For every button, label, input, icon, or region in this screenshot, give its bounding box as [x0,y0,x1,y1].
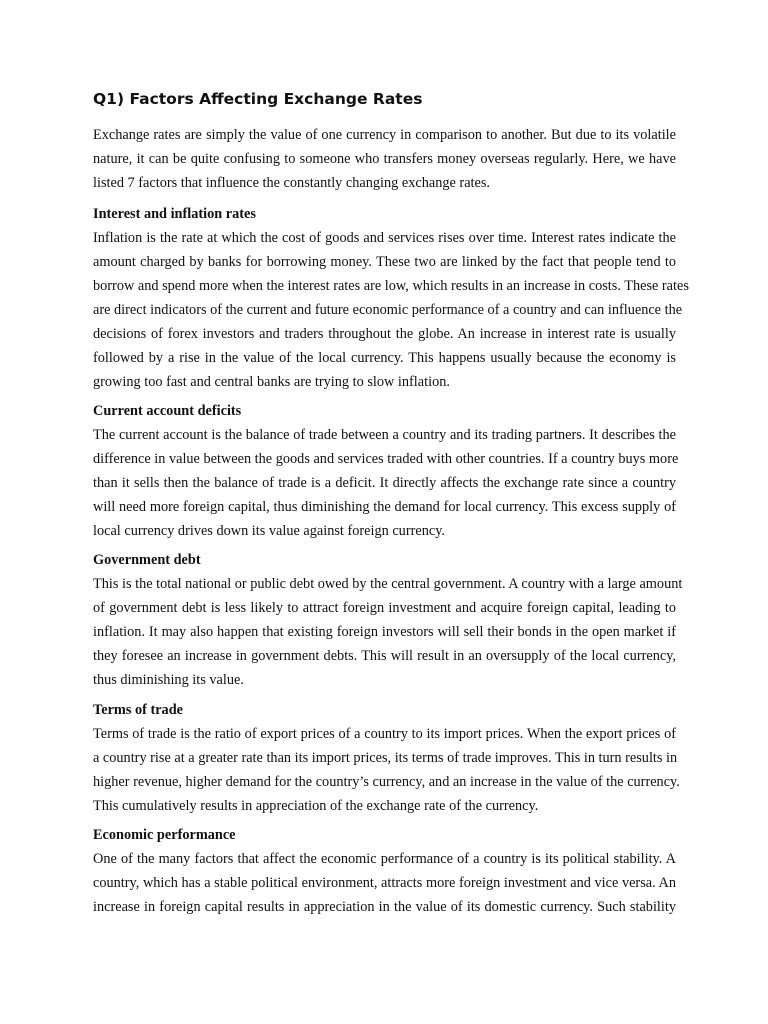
text-line: Exchange rates are simply the value of one currency in comparison to another. But due to its volatile [93,127,676,143]
text-line: will need more foreign capital, thus diminishing the demand for local currency. This excess supply of [93,499,676,515]
text-line: local currency drives down its value against foreign currency. [93,523,445,539]
text-line: thus diminishing its value. [93,672,244,688]
text-line: The current account is the balance of trade between a country and its trading partners. It describes the [93,427,676,443]
text-line: This cumulatively results in appreciation of the exchange rate of the currency. [93,798,539,814]
intro-paragraph [93,123,676,195]
text-line: a country rise at a greater rate than its import prices, its terms of trade improves. This in turn results in [93,750,678,766]
text-line: than it sells then the balance of trade is a deficit. It directly affects the exchange rate since a country [93,475,676,491]
text-line: are direct indicators of the current and future economic performance of a country and can influence the [93,302,683,318]
text-line: they foresee an increase in government debts. This will result in an oversupply of the local currency, [93,648,676,664]
text-line: Terms of trade is the ratio of export prices of a country to its import prices. When the export prices of [93,726,676,742]
section-paragraph-government-debt [93,572,683,692]
text-line: difference in value between the goods and services traded with other countries. If a country buys more [93,451,679,467]
text-line: increase in foreign capital results in appreciation in the value of its domestic currency. Such stability [93,899,676,915]
section-heading-terms-of-trade: Terms of trade [93,702,183,718]
text-line: This is the total national or public debt owed by the central government. A country with a large amount [93,576,683,592]
text-line: followed by a rise in the value of the local currency. This happens usually because the economy is [93,350,676,366]
text-line: One of the many factors that affect the economic performance of a country is its political stability. A [93,851,676,867]
section-paragraph-interest-inflation [93,226,689,394]
section-paragraph-terms-of-trade [93,722,680,818]
section-paragraph-current-account [93,423,679,543]
text-line: decisions of forex investors and traders throughout the globe. An increase in interest rate is usually [93,326,676,342]
section-paragraph-economic-performance [93,847,676,919]
text-line: borrow and spend more when the interest rates are low, which results in an increase in costs. These rates [93,278,689,294]
text-line: nature, it can be quite confusing to someone who transfers money overseas regularly. Here, we have [93,151,676,167]
text-line: country, which has a stable political environment, attracts more foreign investment and vice versa. An [93,875,676,891]
section-heading-current-account: Current account deficits [93,403,242,419]
text-line: higher revenue, higher demand for the country’s currency, and an increase in the value of the currency. [93,774,680,790]
section-heading-government-debt: Government debt [93,552,201,568]
text-line: listed 7 factors that influence the constantly changing exchange rates. [93,175,490,191]
text-line: amount charged by banks for borrowing money. These two are linked by the fact that people tend to [93,254,676,270]
document-title: Q1) Factors Affecting Exchange Rates [93,90,423,108]
text-line: growing too fast and central banks are trying to slow inflation. [93,374,450,390]
text-line: inflation. It may also happen that existing foreign investors will sell their bonds in the open market if [93,624,676,640]
text-line: Inflation is the rate at which the cost of goods and services rises over time. Interest rates indicate the [93,230,676,246]
section-heading-economic-performance: Economic performance [93,827,236,843]
text-line: of government debt is less likely to attract foreign investment and acquire foreign capital, leading to [93,600,676,616]
section-heading-interest-inflation: Interest and inflation rates [93,206,256,222]
